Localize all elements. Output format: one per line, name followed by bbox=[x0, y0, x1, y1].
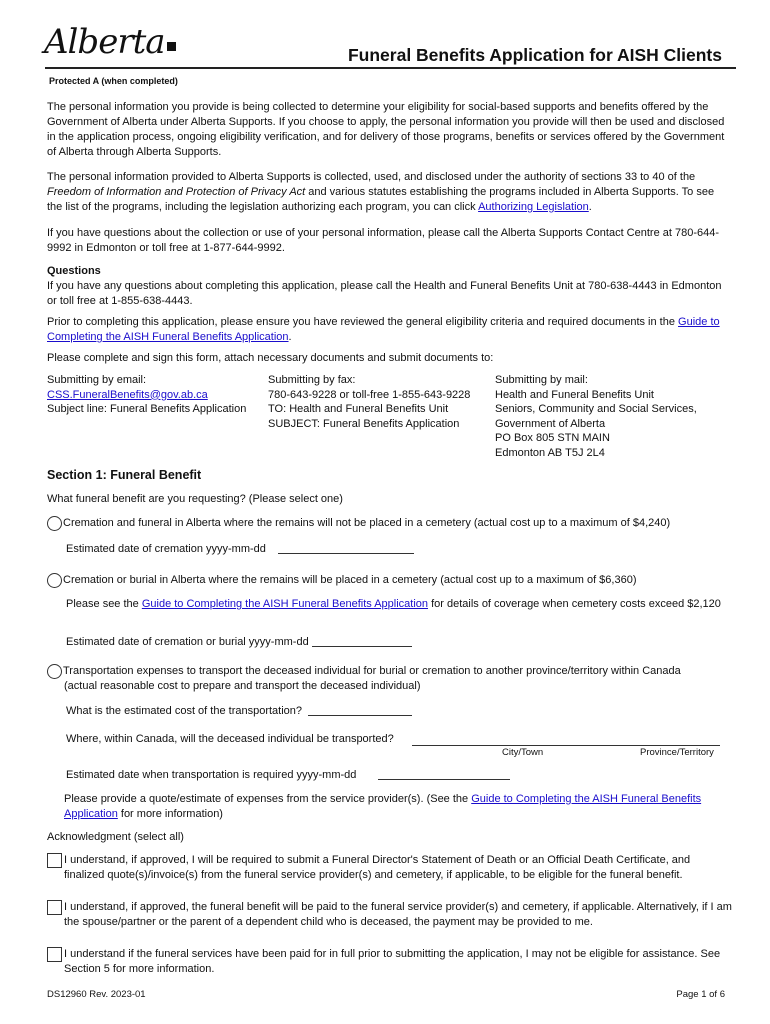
authority-paragraph: The personal information provided to Alberta Supports is collected, used, and disclosed under the authority of sections 33 to 40 of the Freedom of Information and Protection of Privacy Act and various statutes establishing the programs included in Alberta Supports. To see the list of the programs, including the legislation authorizing each program, you can click Authorizing Legislation. bbox=[47, 171, 715, 213]
submit-mail-column: Submitting by mail: Health and Funeral Benefits Unit Seniors, Community and Social Services, Government of Alberta PO Box 805 STN MAIN Edmonton AB T5J 2L4 bbox=[495, 374, 697, 459]
cremation-date-input[interactable] bbox=[278, 542, 414, 554]
cemetery-note: Please see the Guide to Completing the AISH Funeral Benefits Application for details of coverage when cemetery costs exceed $2,120 bbox=[66, 598, 721, 610]
ack3-label: I understand if the funeral services have been paid for in full prior to submitting the application, I may not be eligible for assistance. See Section 5 for more information. bbox=[64, 948, 721, 975]
guide-link[interactable]: Guide to Completing the AISH Funeral Benefits Application bbox=[47, 316, 720, 343]
option-cemetery-label: Cremation or burial in Alberta where the remains will be placed in a cemetery (actual cost up to a maximum of $6,360) bbox=[63, 574, 637, 586]
option-transport-radio[interactable] bbox=[47, 664, 62, 679]
authorizing-legislation-link[interactable]: Authorizing Legislation bbox=[478, 201, 589, 213]
questions-heading: Questions bbox=[47, 265, 101, 277]
form-id: DS12960 Rev. 2023-01 bbox=[47, 989, 146, 1000]
submit-email-column: Submitting by email: CSS.FuneralBenefits@gov.ab.ca Subject line: Funeral Benefits Application bbox=[47, 374, 247, 415]
acknowledgment-heading: Acknowledgment (select all) bbox=[47, 831, 184, 843]
quote-note: Please provide a quote/estimate of expenses from the service provider(s). (See the Guide to Completing the AISH Funeral Benefits Application for more information) bbox=[64, 793, 702, 820]
burial-date-input[interactable] bbox=[312, 635, 412, 647]
protected-label: Protected A (when completed) bbox=[49, 76, 178, 86]
province-label: Province/Territory bbox=[640, 747, 714, 758]
submit-fax-column: Submitting by fax: 780-643-9228 or toll-free 1-855-643-9228 TO: Health and Funeral Benefits Unit SUBJECT: Funeral Benefits Application bbox=[268, 374, 471, 430]
guide-link-2[interactable]: Guide to Completing the AISH Funeral Benefits Application bbox=[141, 598, 429, 610]
ack2-checkbox[interactable] bbox=[47, 900, 62, 915]
page-number: Page 1 of 6 bbox=[676, 989, 725, 1000]
guide-link-3[interactable]: Guide to Completing the AISH Funeral Benefits Application bbox=[64, 793, 702, 820]
ack1-checkbox[interactable] bbox=[47, 853, 62, 868]
option-cremation-label: Cremation and funeral in Alberta where the remains will not be placed in a cemetery (actual cost up to a maximum of $4,240) bbox=[63, 517, 671, 529]
ack1-label: I understand, if approved, I will be required to submit a Funeral Director's Statement of Death or an Official Death Certificate, and finalized quote(s)/invoice(s) from the funeral service provider(s) and cemetery, if applicable, to be eligible for the funeral benefit. bbox=[64, 854, 691, 881]
ack2-label: I understand, if approved, the funeral benefit will be paid to the funeral service provider(s) and cemetery, if applicable. Alternatively, if I am the spouse/partner or the parent of a dependent child who is deceased, the payment may be provided to me. bbox=[64, 901, 732, 928]
page-title: Funeral Benefits Application for AISH Clients bbox=[347, 45, 722, 65]
alberta-logo: Alberta bbox=[44, 22, 176, 62]
option-transport-sub: (actual reasonable cost to prepare and transport the deceased individual) bbox=[64, 680, 421, 692]
email-link[interactable]: CSS.FuneralBenefits@gov.ab.ca bbox=[47, 388, 208, 401]
privacy-paragraph: The personal information you provide is being collected to determine your eligibility for social-based supports and benefits offered by the Government of Alberta under Alberta Supports. If you choose to apply, the personal information you provide will then be used and disclosed in the application process, ongoing eligibility verification, and for delivery of those programs, benefits or services offered by the Government of Alberta through Alberta Supports. bbox=[47, 101, 725, 158]
prior-paragraph: Prior to completing this application, please ensure you have reviewed the general eligibility criteria and required documents in the Guide to Completing the AISH Funeral Benefits Application. bbox=[47, 316, 720, 343]
cremation-date-row: Estimated date of cremation yyyy-mm-dd bbox=[66, 542, 414, 557]
burial-date-row: Estimated date of cremation or burial yyyy-mm-dd bbox=[66, 635, 412, 650]
transport-date-input[interactable] bbox=[378, 768, 510, 780]
transport-date-row: Estimated date when transportation is required yyyy-mm-dd bbox=[66, 768, 510, 783]
city-label: City/Town bbox=[502, 747, 544, 758]
header-rule bbox=[45, 67, 736, 69]
transport-cost-row: What is the estimated cost of the transportation? bbox=[66, 704, 412, 719]
submit-instructions: Please complete and sign this form, attach necessary documents and submit documents to: bbox=[47, 352, 494, 364]
option-cremation-radio[interactable] bbox=[47, 516, 62, 531]
benefit-question: What funeral benefit are you requesting? (Please select one) bbox=[47, 493, 343, 505]
transport-cost-input[interactable] bbox=[308, 704, 412, 716]
section1-heading: Section 1: Funeral Benefit bbox=[47, 468, 202, 482]
questions-text: If you have any questions about completing this application, please call the Health and Funeral Benefits Unit at 780-638-4443 in Edmonton or toll free at 1-855-638-4443. bbox=[47, 280, 722, 307]
option-cemetery-radio[interactable] bbox=[47, 573, 62, 588]
ack3-checkbox[interactable] bbox=[47, 947, 62, 962]
option-transport-label: Transportation expenses to transport the deceased individual for burial or cremation to another province/territory within Canada bbox=[63, 665, 681, 677]
contact-paragraph: If you have questions about the collection or use of your personal information, please call the Alberta Supports Contact Centre at 780-644-9992 in Edmonton or toll free at 1-877-644-9992. bbox=[47, 227, 720, 254]
transport-where-label: Where, within Canada, will the deceased individual be transported? bbox=[66, 733, 394, 745]
